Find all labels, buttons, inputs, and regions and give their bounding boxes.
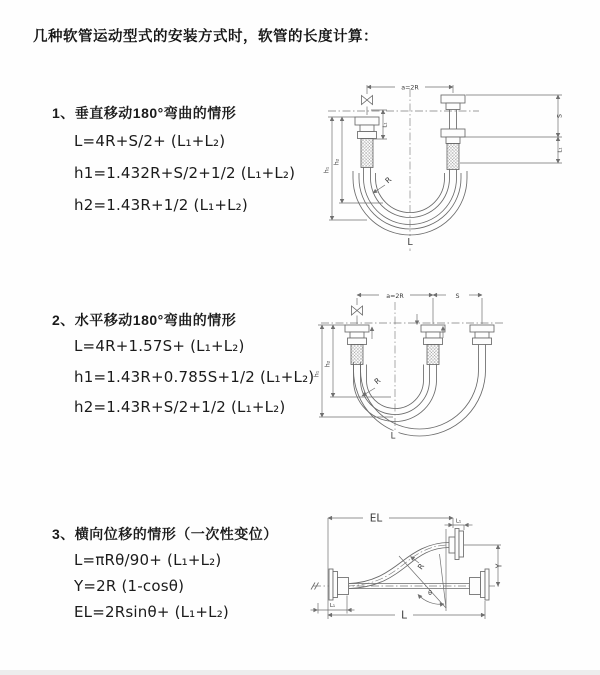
page-edge	[0, 670, 600, 675]
dim-label-el: EL	[369, 512, 383, 525]
pipe-fittings	[345, 306, 494, 365]
section3-formula-EL: EL=2Rsinθ+ (L₁+L₂)	[74, 603, 229, 621]
dim-label-h1: h₁	[323, 166, 331, 174]
dim-label-l1-right: L₁	[557, 147, 564, 153]
dim-label-a2r: a=2R	[386, 292, 404, 300]
braid-section	[351, 345, 363, 365]
diagram-lateral-displacement	[303, 503, 600, 650]
radius-label: R	[372, 375, 383, 387]
hose-curves	[354, 345, 486, 437]
section3-heading: 3、横向位移的情形（一次性变位）	[52, 526, 278, 542]
valve-icon	[362, 96, 373, 105]
dim-label-s: S	[556, 114, 564, 118]
braid-section	[447, 144, 459, 170]
section2-formula-h1: h1=1.43R+0.785S+1/2 (L₁+L₂)	[74, 368, 315, 386]
diagram-vertical-180-bend	[315, 73, 600, 268]
page-title: 几种软管运动型式的安装方式时，软管的长度计算：	[33, 29, 378, 45]
diagram-horizontal-180-bend	[313, 282, 600, 457]
dimension-lines	[318, 292, 482, 417]
length-label: L	[401, 609, 407, 622]
dim-label-h2: h₂	[324, 360, 332, 368]
section1-heading: 1、垂直移动180°弯曲的情形	[52, 105, 237, 121]
section3-formula-L: L=πRθ/90+ (L₁+L₂)	[74, 551, 222, 569]
section1-formula-L: L=4R+S/2+ (L₁+L₂)	[74, 132, 226, 150]
angle-label: θ	[428, 590, 432, 597]
section1-formula-h2: h2=1.43R+1/2 (L₁+L₂)	[74, 196, 248, 214]
radius-label: R	[383, 175, 394, 186]
valve-icon	[352, 306, 363, 315]
section2-formula-h2: h2=1.43R+S/2+1/2 (L₁+L₂)	[74, 398, 286, 416]
dim-label-l1-top: L₁	[455, 518, 462, 525]
centerlines	[321, 302, 505, 434]
dim-label-y: Y	[494, 563, 504, 569]
dim-label-h1: h₁	[313, 370, 321, 378]
section2-heading: 2、水平移动180°弯曲的情形	[52, 312, 237, 328]
dim-label-l1-bottom: L₁	[329, 603, 336, 609]
section2-formula-L: L=4R+1.57S+ (L₁+L₂)	[74, 337, 245, 355]
section3-formula-Y: Y=2R (1-cosθ)	[74, 577, 185, 595]
braid-section	[427, 345, 439, 365]
radius-label: R	[415, 561, 427, 572]
length-label: L	[407, 237, 413, 248]
braid-section	[361, 139, 373, 168]
dim-label-a2r: a=2R	[401, 84, 419, 92]
dimension-lines	[311, 518, 502, 619]
dim-label-l1-left: L₁	[382, 122, 389, 128]
dim-label-h2: h₂	[333, 158, 341, 166]
dim-label-s: S	[455, 292, 460, 300]
length-label: L	[390, 431, 396, 442]
section1-formula-h1: h1=1.432R+S/2+1/2 (L₁+L₂)	[74, 164, 296, 182]
